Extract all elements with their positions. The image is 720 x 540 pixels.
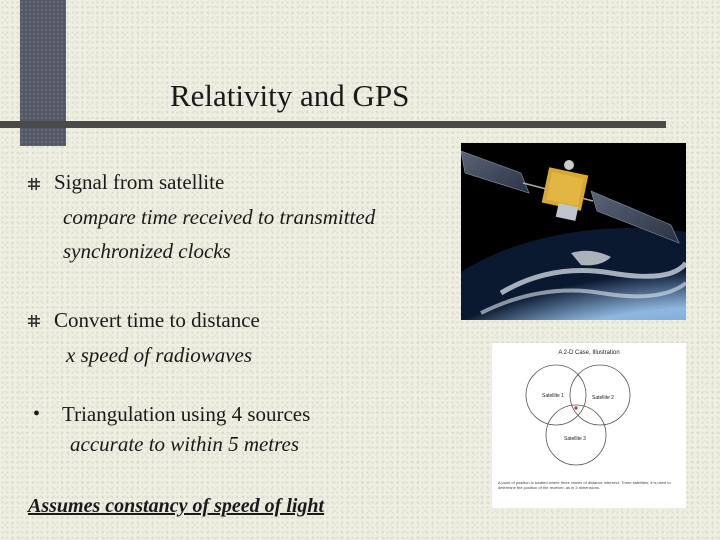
bullet-1-text: Signal from satellite (54, 170, 225, 194)
footer-note: Assumes constancy of speed of light (28, 495, 325, 517)
bullet-3-text: Triangulation using 4 sources (62, 402, 311, 426)
bullet-2-text: Convert time to distance (54, 308, 260, 332)
satellite-photo (461, 143, 686, 320)
round-bullet-icon: • (33, 403, 41, 425)
satellite-over-earth-image (461, 143, 686, 320)
slide-title: Relativity and GPS (170, 78, 410, 113)
circle-label-1: Satellite 1 (542, 393, 564, 399)
bullet-3-sub-1: accurate to within 5 metres (70, 432, 300, 456)
diagram-caption: A point of position is located where three circles of distance intersect. Three satellites, it is used to determine the position of the receiver, as in 3 dimensions. (498, 480, 671, 490)
bullet-1-sub-2: synchronized clocks (63, 239, 231, 263)
circle-label-3: Satellite 3 (564, 436, 586, 442)
bullet-2-sub-1: x speed of radiowaves (66, 343, 253, 367)
circle-label-2: Satellite 2 (592, 395, 614, 401)
title-underline-bar (0, 121, 666, 128)
hash-bullet-icon (28, 315, 40, 327)
triangulation-diagram (492, 343, 686, 508)
diagram-title: A 2-D Case, Illustration (558, 350, 620, 356)
hash-bullet-icon (28, 178, 40, 190)
bullet-1-sub-1: compare time received to transmitted (63, 205, 376, 229)
